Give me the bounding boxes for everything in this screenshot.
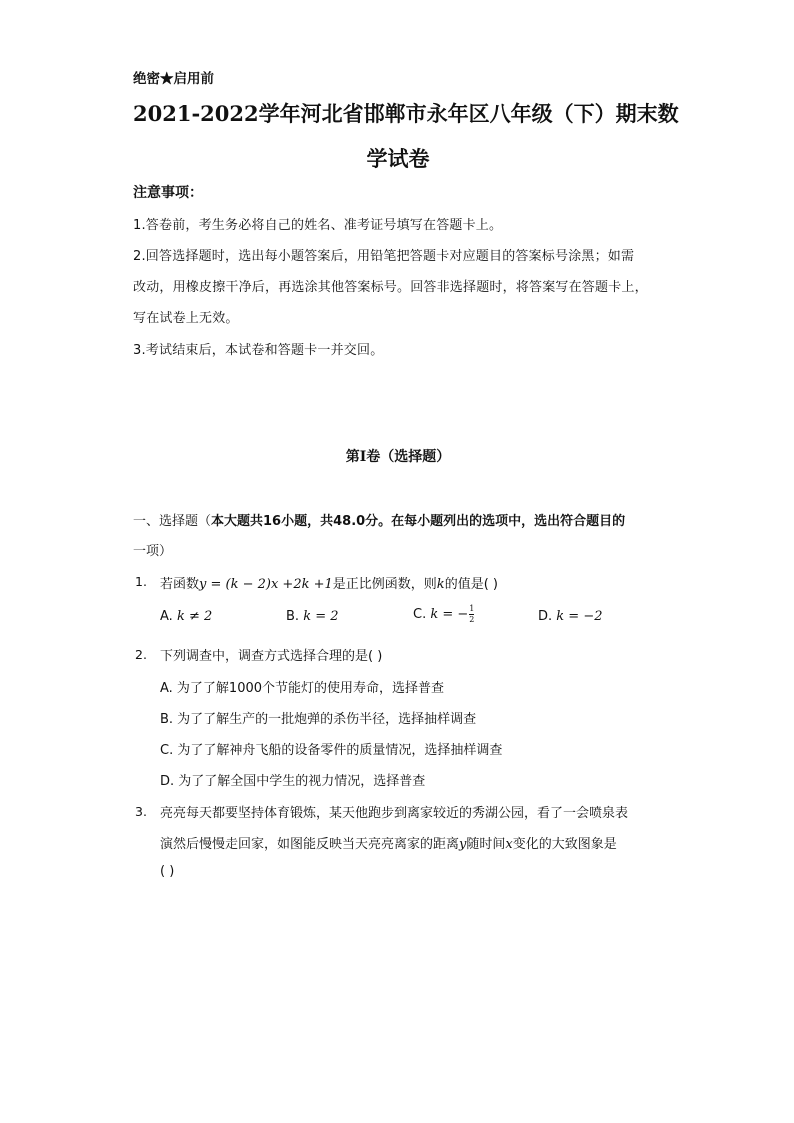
part-heading [133, 510, 625, 529]
function-formula: y = (k − 2)x +2k +1 [199, 577, 333, 592]
option-c: C. 为了了解神舟飞船的设备零件的质量情况，选择抽样调查 [160, 743, 503, 758]
option-b: B. 为了了解生产的一批炮弹的杀伤半径，选择抽样调查 [160, 712, 477, 727]
option-b: B. k = 2 [286, 609, 339, 624]
section-title: 第I卷（选择题） [345, 449, 451, 465]
option-a: A. 为了了解1000个节能灯的使用寿命，选择普查 [160, 681, 445, 696]
option-a: A. k ≠ 2 [160, 609, 213, 624]
part-heading-prefix: 一、选择题（ [133, 514, 212, 529]
question-text-cont: 演然后慢慢走回家，如图能反映当天亮亮离家的距离y随时间x变化的大致图象是 [160, 837, 617, 852]
option-d: D. k = −2 [538, 609, 603, 624]
note-line: 3.考试结束后，本试卷和答题卡一并交回。 [133, 343, 384, 358]
question-number: 1. [135, 574, 147, 589]
question-text: 下列调查中，调查方式选择合理的是( ) [160, 649, 383, 664]
question-text: 亮亮每天都要坚持体育锻炼，某天他跑步到离家较近的秀湖公园，看了一会喷泉表 [160, 806, 629, 821]
part-heading-bold: 本大题共16小题，共48.0分。在每小题列出的选项中，选出符合题目的 [211, 514, 626, 529]
question-number: 3. [135, 804, 147, 819]
fraction: $\frac{1}{2}$ [469, 604, 475, 624]
exam-title-line2: 学试卷 [366, 146, 430, 171]
notes-heading: 注意事项： [133, 185, 203, 201]
answer-blank: ( ) [160, 864, 175, 879]
part-heading-tail: 一项） [133, 544, 173, 559]
note-line: 2.回答选择题时，选出每小题答案后，用铅笔把答题卡对应题目的答案标号涂黑；如需 [133, 249, 635, 264]
option-d: D. 为了了解全国中学生的视力情况，选择普查 [160, 774, 426, 789]
note-line: 改动，用橡皮擦干净后，再选涂其他答案标号。回答非选择题时，将答案写在答题卡上， [133, 280, 648, 295]
note-line: 1.答卷前，考生务必将自己的姓名、准考证号填写在答题卡上。 [133, 218, 503, 233]
exam-title-line1: 2021-2022学年河北省邯郸市永年区八年级（下）期末数 [133, 101, 679, 126]
question-number: 2. [135, 647, 147, 662]
question-text: 若函数y = (k − 2)x +2k +1是正比例函数，则k的值是( ) [160, 577, 498, 592]
option-c: C. $k = -\frac{1}{2}$ [413, 604, 475, 624]
note-line: 写在试卷上无效。 [133, 311, 239, 326]
confidential-label: 绝密★启用前 [133, 71, 214, 87]
